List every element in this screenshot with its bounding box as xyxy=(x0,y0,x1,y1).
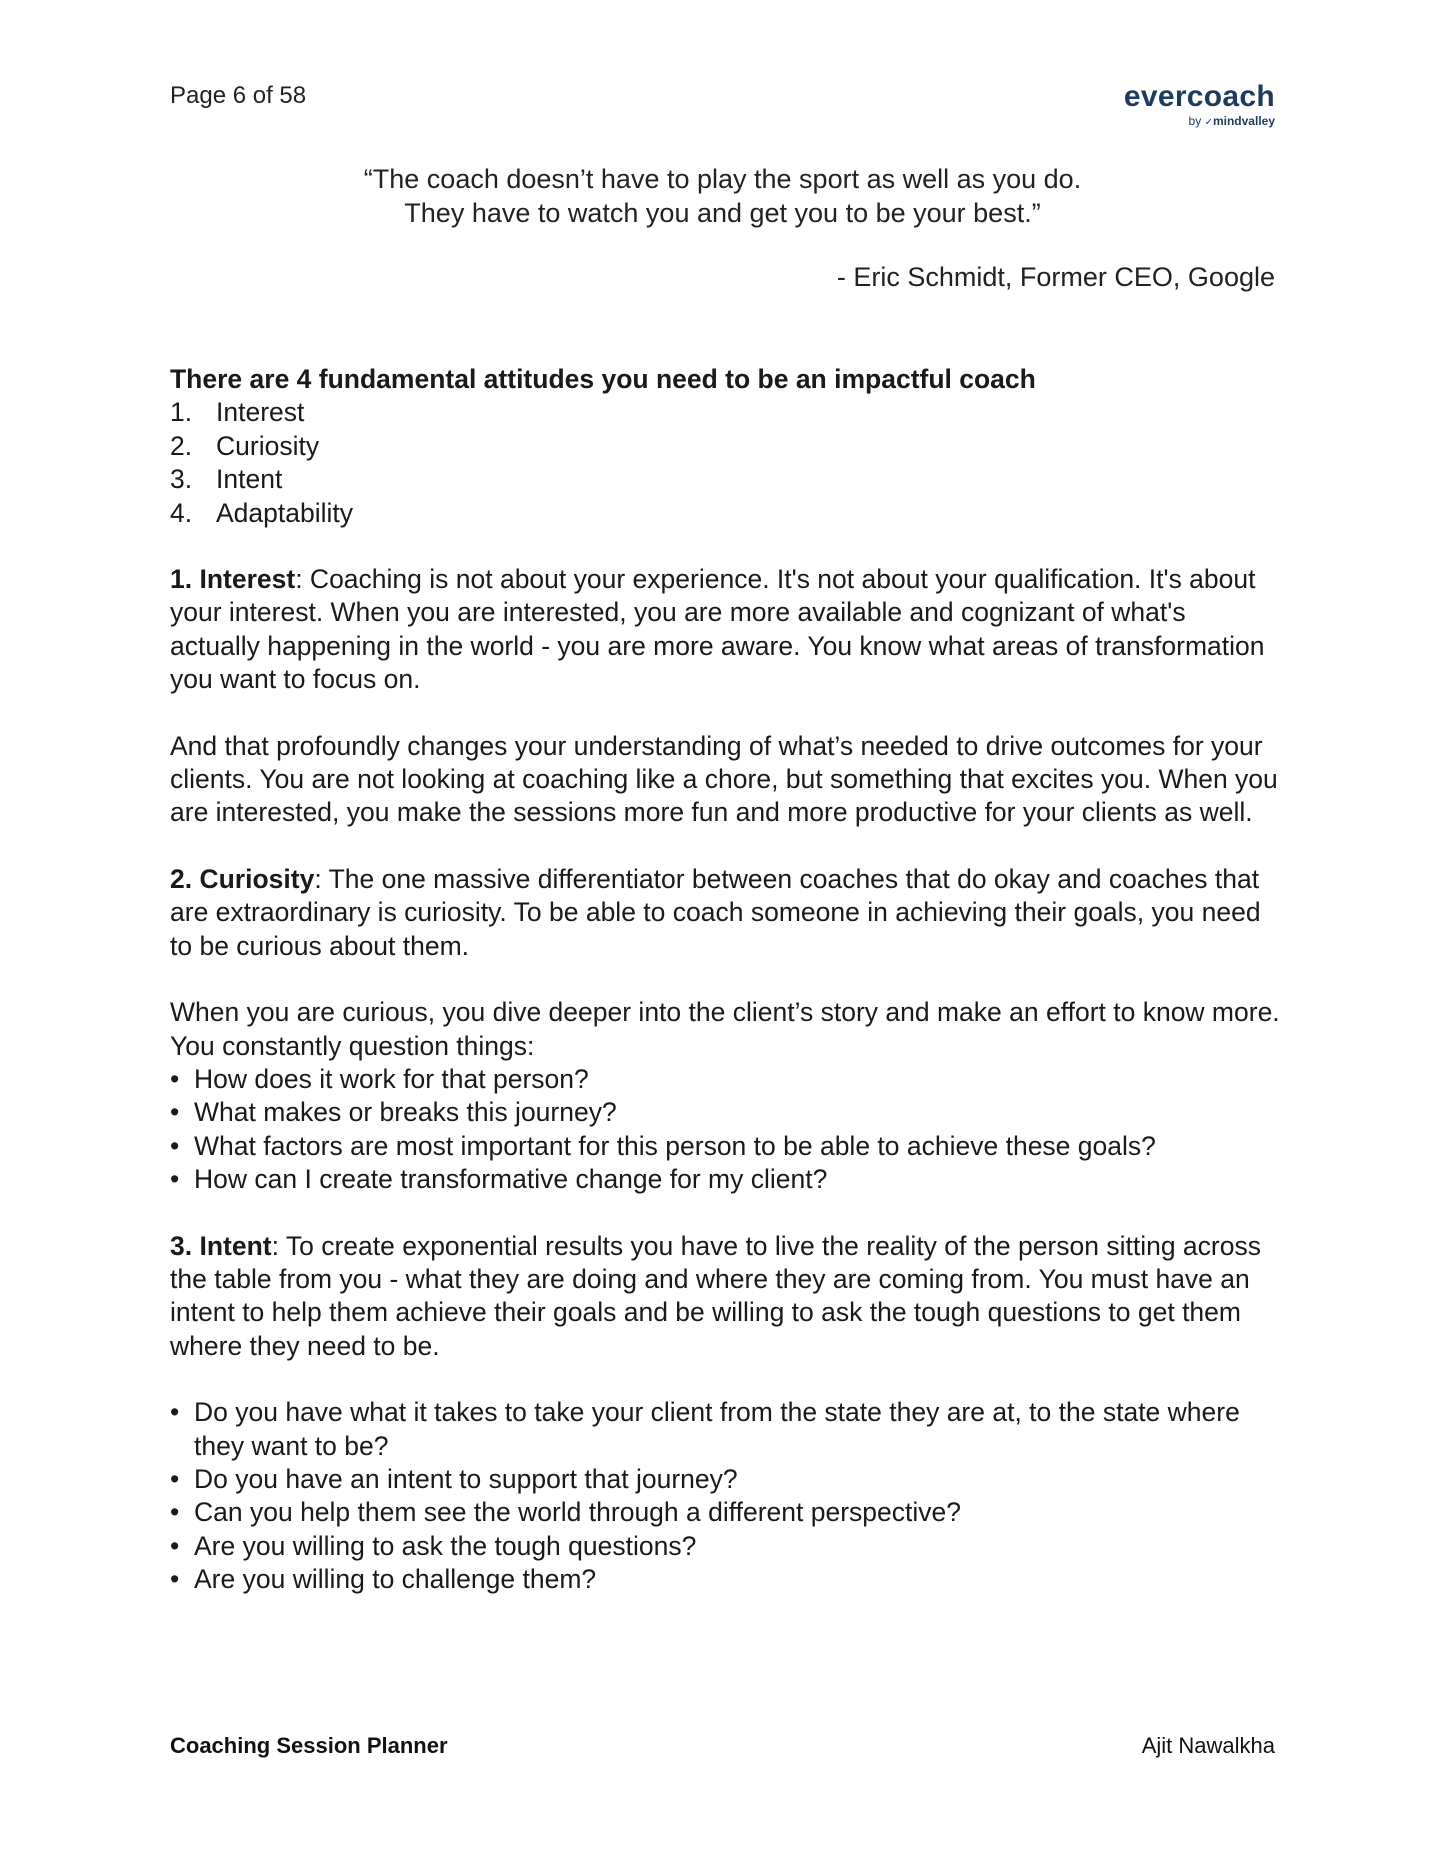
list-text: What factors are most important for this person to be able to achieve these goals? xyxy=(194,1130,1156,1161)
list-item xyxy=(170,1530,1280,1563)
curiosity-text-1: : The one massive differentiator between coaches that do okay and coaches that are extraordinary is curiosity. To be able to coach someone in achieving their goals, you need to be curious about them. xyxy=(170,863,1261,961)
list-item xyxy=(170,463,1280,496)
list-item xyxy=(170,1496,1280,1529)
list-item xyxy=(170,430,1280,463)
interest-paragraph-2: And that profoundly changes your understanding of what’s needed to drive outcomes for your clients. You are not looking at coaching like a chore, but something that excites you. When you are interested, you make the sessions more fun and more productive for your clients as well. xyxy=(170,730,1278,828)
list-text: Are you willing to challenge them? xyxy=(194,1564,597,1595)
list-text: Do you have an intent to support that journey? xyxy=(194,1463,738,1494)
curiosity-questions xyxy=(170,1063,1280,1197)
list-label: Intent xyxy=(216,464,283,495)
list-text: What makes or breaks this journey? xyxy=(194,1097,617,1128)
list-number: 4. xyxy=(170,497,193,528)
bullet-icon: • xyxy=(170,1097,180,1128)
list-item xyxy=(170,1096,1280,1129)
bullet-icon: • xyxy=(170,1497,180,1528)
curiosity-label: 2. Curiosity xyxy=(170,863,315,894)
bullet-icon: • xyxy=(170,1130,180,1161)
list-label: Adaptability xyxy=(216,497,354,528)
list-number: 2. xyxy=(170,430,193,461)
intent-text-1: : To create exponential results you have to live the reality of the person sitting across the table from you - what they are doing and where they are coming from. You must have an intent to help them achieve their goals and be willing to ask the tough questions to get them where they need to be. xyxy=(170,1230,1261,1361)
attitudes-heading: There are 4 fundamental attitudes you need to be an impactful coach xyxy=(170,364,1036,394)
bullet-icon: • xyxy=(170,1564,180,1595)
curiosity-paragraph-1 xyxy=(170,863,1280,963)
evercoach-logo xyxy=(1124,82,1275,130)
list-number: 3. xyxy=(170,464,193,495)
mindvalley-check-icon: ✓ xyxy=(1204,117,1213,128)
logo-by: by xyxy=(1188,114,1202,128)
list-text: Can you help them see the world through a different perspective? xyxy=(194,1497,962,1528)
list-item xyxy=(170,497,1280,530)
main-content xyxy=(170,363,1280,1597)
interest-text-1: : Coaching is not about your experience. It's not about your qualification. It's about your interest. When you are interested, you are more available and cognizant of what's actually happening in the world - you are more aware. You know what areas of transformation you want to focus on. xyxy=(170,564,1265,695)
intent-questions xyxy=(170,1396,1280,1596)
intent-label: 3. Intent xyxy=(170,1230,272,1261)
list-number: 1. xyxy=(170,397,193,428)
footer-author: Ajit Nawalkha xyxy=(1141,1733,1275,1758)
list-text: How does it work for that person? xyxy=(194,1063,589,1094)
logo-partner: mindvalley xyxy=(1212,114,1275,128)
list-item xyxy=(170,396,1280,429)
list-text: How can I create transformative change for my client? xyxy=(194,1164,828,1195)
curiosity-paragraph-2: When you are curious, you dive deeper into the client’s story and make an effort to know more. You constantly question things: xyxy=(170,997,1280,1061)
quote-line-1: “The coach doesn’t have to play the sport as well as you do. xyxy=(363,164,1082,194)
list-item xyxy=(170,1396,1280,1463)
footer-document-title: Coaching Session Planner xyxy=(170,1733,448,1758)
quote-attribution: - Eric Schmidt, Former CEO, Google xyxy=(836,262,1275,292)
bullet-icon: • xyxy=(170,1397,180,1428)
bullet-icon: • xyxy=(170,1463,180,1494)
quote xyxy=(170,162,1275,230)
logo-tagline xyxy=(1124,114,1275,130)
list-item xyxy=(170,1130,1280,1163)
interest-paragraph-1 xyxy=(170,563,1280,697)
list-text: Do you have what it takes to take your client from the state they are at, to the state where they want to be? xyxy=(194,1397,1240,1461)
list-label: Curiosity xyxy=(216,430,320,461)
intent-paragraph-1 xyxy=(170,1230,1280,1364)
list-label: Interest xyxy=(216,397,305,428)
logo-brand: evercoach xyxy=(1123,80,1275,113)
bullet-icon: • xyxy=(170,1164,180,1195)
list-text: Are you willing to ask the tough questions? xyxy=(194,1530,697,1561)
list-item xyxy=(170,1063,1280,1096)
quote-line-2: They have to watch you and get you to be your best.” xyxy=(404,198,1041,228)
interest-label: 1. Interest xyxy=(170,564,296,595)
bullet-icon: • xyxy=(170,1063,180,1094)
bullet-icon: • xyxy=(170,1530,180,1561)
list-item xyxy=(170,1463,1280,1496)
list-item xyxy=(170,1563,1280,1596)
list-item xyxy=(170,1163,1280,1196)
page-number: Page 6 of 58 xyxy=(170,82,307,109)
attitudes-list xyxy=(170,396,1280,530)
